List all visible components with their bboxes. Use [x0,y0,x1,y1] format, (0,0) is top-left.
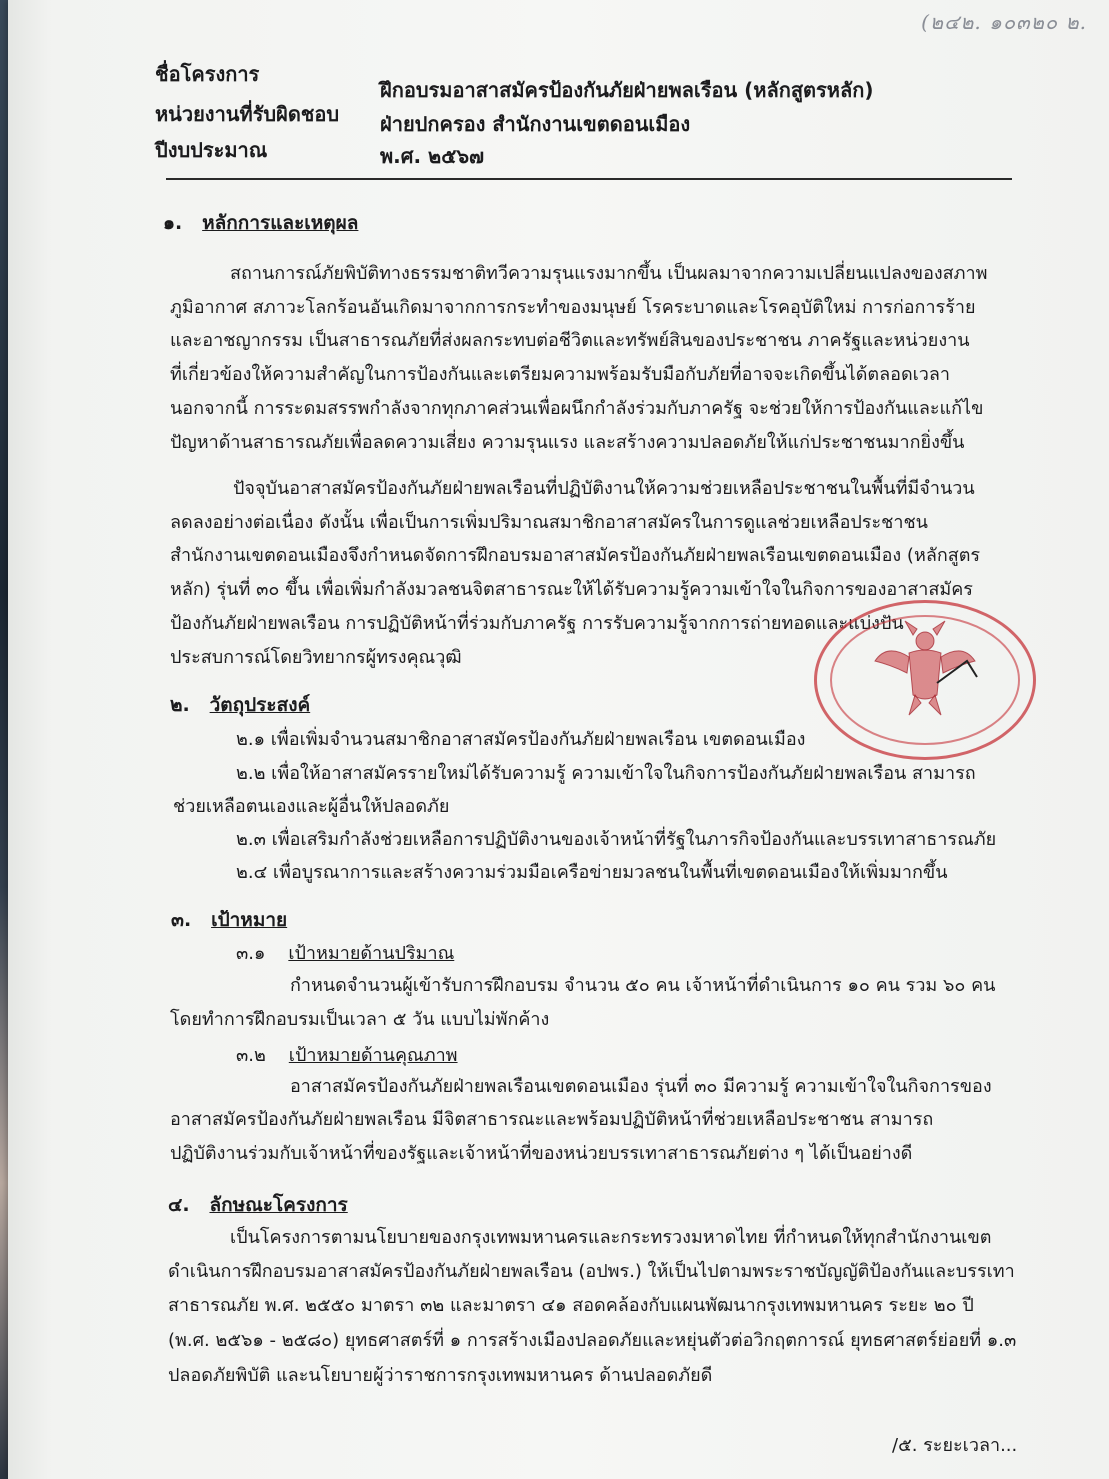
year-value: พ.ศ. ๒๕๖๗ [380,144,485,168]
agency-label: หน่วยงานที่รับผิดชอบ [155,102,340,126]
section-4-line: ดำเนินการฝึกอบรมอาสาสมัครป้องกันภัยฝ่ายพลเรือน (อปพร.) ให้เป็นไปตามพระราชบัญญัติป้องกันและบรรเทา [168,1261,1015,1282]
section-1-line: ที่เกี่ยวข้องให้ความสำคัญในการป้องกันและเตรียมความพร้อมรับมือกับภัยที่อาจจะเกิดขึ้นได้ตลอดเวลา [170,364,951,385]
section-2-line: ๒.๑ เพื่อเพิ่มจำนวนสมาชิกอาสาสมัครป้องกันภัยฝ่ายพลเรือน เขตดอนเมือง [236,729,806,750]
section-4-heading [168,1190,348,1220]
section-1-line: นอกจากนี้ การระดมสรรพกำลังจากทุกภาคส่วนเพื่อผนึกกำลังร่วมกับภาครัฐ จะช่วยให้การป้องกันและแก้ไข [170,398,984,419]
section-4-line: ปลอดภัยพิบัติ และนโยบายผู้ว่าราชการกรุงเทพมหานคร ด้านปลอดภัยดี [168,1365,713,1386]
section-3-1-line: โดยทำการฝึกอบรมเป็นเวลา ๕ วัน แบบไม่พักค้าง [170,1009,550,1030]
agency-value: ฝ่ายปกครอง สำนักงานเขตดอนเมือง [380,112,691,136]
section-3-1-line: กำหนดจำนวนผู้เข้ารับการฝึกอบรม จำนวน ๕๐ คน เจ้าหน้าที่ดำเนินการ ๑๐ คน รวม ๖๐ คน [290,975,996,996]
continuation-note: /๕. ระยะเวลา... [892,1435,1018,1456]
handwritten-note: (๒๔๒. ๑๐๓๒๐ ๒. [921,10,1087,34]
section-1-line: สำนักงานเขตดอนเมืองจึงกำหนดจัดการฝึกอบรมอาสาสมัครป้องกันภัยฝ่ายพลเรือนเขตดอนเมือง (หลักสูตร [170,545,981,566]
section-2-line: ๒.๓ เพื่อเสริมกำลังช่วยเหลือการปฏิบัติงานของเจ้าหน้าที่รัฐในภารกิจป้องกันและบรรเทาสาธารณภัย [236,829,997,850]
section-4-line: (พ.ศ. ๒๕๖๑ - ๒๕๘๐) ยุทธศาสตร์ที่ ๑ การสร้างเมืองปลอดภัยและหยุ่นตัวต่อวิกฤตการณ์ ยุทธศาสตร์ย่อยที่ ๑.๓ [168,1330,1017,1351]
section-3-2-heading [236,1040,458,1069]
document-page [8,0,1109,1479]
header-divider [166,178,1012,180]
section-3-2-title: เป้าหมายด้านคุณภาพ [288,1045,458,1066]
section-1-heading [163,208,358,238]
project-label: ชื่อโครงการ [155,62,260,86]
section-2-line: ช่วยเหลือตนเองและผู้อื่นให้ปลอดภัย [173,796,450,817]
section-1-line: ประสบการณ์โดยวิทยากรผู้ทรงคุณวุฒิ [170,647,462,668]
section-3-1-title: เป้าหมายด้านปริมาณ [288,943,455,964]
section-3-2-line: อาสาสมัครป้องกันภัยฝ่ายพลเรือน มีจิตสาธารณะและพร้อมปฏิบัติหน้าที่ช่วยเหลือประชาชน สามารถ [170,1109,934,1130]
section-4-number: ๔. [168,1194,190,1216]
section-1-line: ภูมิอากาศ สภาวะโลกร้อนอันเกิดมาจากการกระทำของมนุษย์ โรคระบาดและโรคอุบัติใหม่ การก่อการร้าย [170,297,976,318]
section-3-1-heading [236,938,454,967]
section-3-title: เป้าหมาย [211,909,288,931]
background-edge [0,0,8,1479]
section-2-line: ๒.๒ เพื่อให้อาสาสมัครรายใหม่ได้รับความรู้ ความเข้าใจในกิจการป้องกันภัยฝ่ายพลเรือน สามารถ [236,763,976,784]
section-4-line: เป็นโครงการตามนโยบายของกรุงเทพมหานครและกระทรวงมหาดไทย ที่กำหนดให้ทุกสำนักงานเขต [230,1227,992,1248]
section-2-line: ๒.๔ เพื่อบูรณาการและสร้างความร่วมมือเครือข่ายมวลชนในพื้นที่เขตดอนเมืองให้เพิ่มมากขึ้น [236,862,948,883]
section-2-title: วัตถุประสงค์ [209,694,311,716]
section-2-heading [170,690,310,720]
section-1-line: ป้องกันภัยฝ่ายพลเรือน การปฏิบัติหน้าที่ร่วมกับภาครัฐ การรับความรู้จากการถ่ายทอดและแบ่งปัน [170,613,904,634]
section-3-2-line: อาสาสมัครป้องกันภัยฝ่ายพลเรือนเขตดอนเมือง รุ่นที่ ๓๐ มีความรู้ ความเข้าใจในกิจการของ [290,1076,992,1097]
year-label: ปีงบประมาณ [155,138,268,162]
section-1-line: หลัก) รุ่นที่ ๓๐ ขึ้น เพื่อเพิ่มกำลังมวลชนจิตสาธารณะให้ได้รับความรู้ความเข้าใจในกิจการของอาสาสมัคร [170,579,973,600]
section-1-title: หลักการและเหตุผล [202,212,359,234]
section-1-line: ปัจจุบันอาสาสมัครป้องกันภัยฝ่ายพลเรือนที่ปฏิบัติงานให้ความช่วยเหลือประชาชนในพื้นที่มีจำนวน [233,478,975,499]
section-1-line: และอาชญากรรม เป็นสาธารณภัยที่ส่งผลกระทบต่อชีวิตและทรัพย์สินของประชาชน ภาครัฐและหน่วยงาน [170,330,970,351]
section-3-2-line: ปฏิบัติงานร่วมกับเจ้าหน้าที่ของรัฐและเจ้าหน้าที่ของหน่วยบรรเทาสาธารณภัยต่าง ๆ ได้เป็นอย่างดี [170,1143,913,1164]
section-1-line: ลดลงอย่างต่อเนื่อง ดังนั้น เพื่อเป็นการเพิ่มปริมาณสมาชิกอาสาสมัครในการดูแลช่วยเหลือประชาชน [170,512,928,533]
section-4-line: สาธารณภัย พ.ศ. ๒๕๕๐ มาตรา ๓๒ และมาตรา ๔๑ สอดคล้องกับแผนพัฒนากรุงเทพมหานคร ระยะ ๒๐ ปี [168,1295,974,1316]
section-1-line: สถานการณ์ภัยพิบัติทางธรรมชาติทวีความรุนแรงมากขึ้น เป็นผลมาจากความเปลี่ยนแปลงของสภาพ [230,263,988,284]
section-4-title: ลักษณะโครงการ [209,1194,348,1216]
section-2-number: ๒. [170,694,190,716]
section-3-number: ๓. [171,909,192,931]
project-value: ฝึกอบรมอาสาสมัครป้องกันภัยฝ่ายพลเรือน (หลักสูตรหลัก) [380,78,874,102]
section-3-heading [171,905,287,935]
section-1-number: ๑. [163,212,183,234]
section-3-1-number: ๓.๑ [236,943,266,964]
section-1-line: ปัญหาด้านสาธารณภัยเพื่อลดความเสี่ยง ความรุนแรง และสร้างความปลอดภัยให้แก่ประชาชนมากยิ่งขึ้น [170,432,965,453]
section-3-2-number: ๓.๒ [236,1045,266,1066]
